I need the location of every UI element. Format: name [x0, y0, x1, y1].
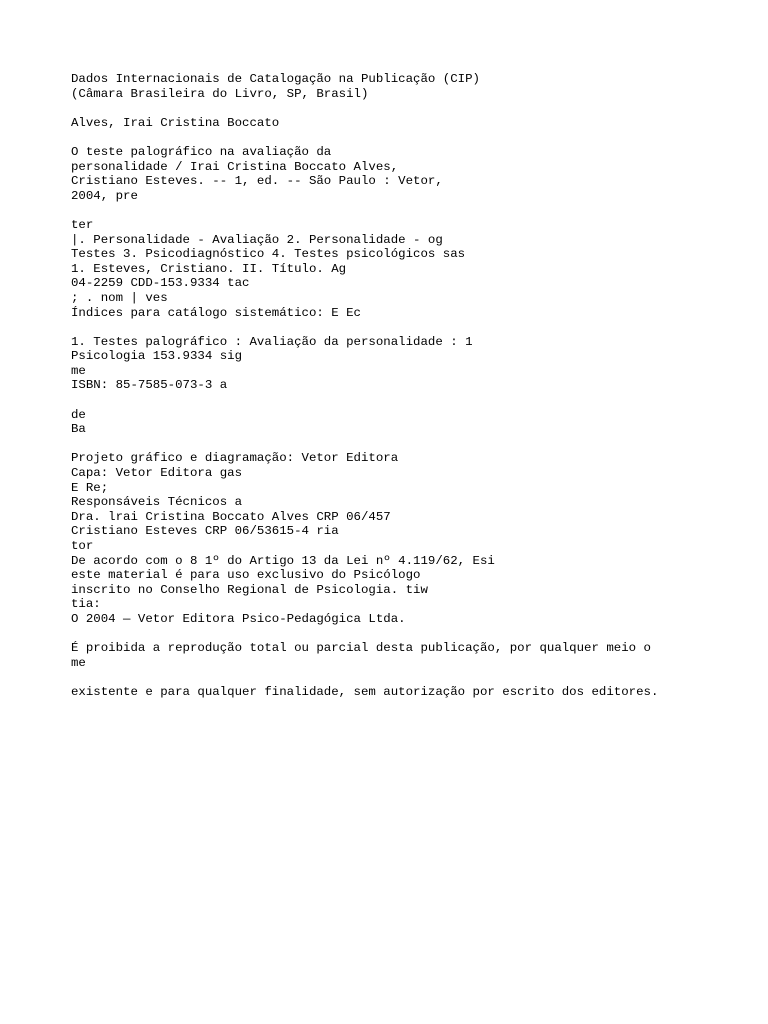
rights-notice-line: É proibida a reprodução total ou parcial desta publicação, por qualquer meio o — [71, 641, 651, 656]
fragment-block — [71, 408, 751, 437]
title-line: O teste palográfico na avaliação da — [71, 144, 332, 159]
title-line: personalidade / Irai Cristina Boccato Alves, — [71, 159, 399, 174]
credits-line: E Re; — [71, 480, 109, 495]
subjects-line: Testes 3. Psicodiagnóstico 4. Testes psicológicos sas — [71, 247, 466, 262]
credits-line: De acordo com o 8 1º do Artigo 13 da Lei nº 4.119/62, Esi — [71, 553, 495, 568]
credits-line: tor — [71, 539, 94, 553]
rights-notice-block — [71, 641, 751, 670]
index-line: me — [71, 363, 86, 378]
cip-header-line: Dados Internacionais de Catalogação na Publicação (CIP) — [71, 72, 480, 86]
rights-notice-line: me — [71, 655, 86, 670]
credits-block — [71, 451, 751, 626]
subjects-block — [71, 218, 751, 320]
title-line: Cristiano Esteves. -- 1, ed. -- São Paulo : Vetor, — [71, 174, 443, 189]
credits-line: Cristiano Esteves CRP 06/53615-4 ria — [71, 524, 339, 539]
index-line: Psicologia 153.9334 sig — [71, 349, 243, 364]
catalog-page — [71, 72, 751, 714]
index-line: 1. Testes palográfico : Avaliação da personalidade : 1 — [71, 334, 473, 349]
fragment-line: Ba — [71, 422, 86, 437]
author-name: Alves, Irai Cristina Boccato — [71, 115, 280, 130]
subjects-line: 1. Esteves, Cristiano. II. Título. Ag — [71, 261, 347, 276]
author-entry — [71, 116, 751, 131]
subjects-line: ter — [71, 217, 94, 232]
title-line: 2004, pre — [71, 188, 138, 203]
subjects-line: Índices para catálogo sistemático: E Ec — [71, 305, 361, 320]
credits-line: inscrito no Conselho Regional de Psicologia. tiw — [71, 582, 428, 597]
index-block — [71, 335, 751, 393]
fragment-line: de — [71, 407, 86, 422]
credits-line: Projeto gráfico e diagramação: Vetor Editora — [71, 451, 399, 466]
credits-line: Responsáveis Técnicos a — [71, 495, 243, 510]
title-block — [71, 145, 751, 203]
rights-notice-line: existente e para qualquer finalidade, sem autorização por escrito dos editores. — [71, 684, 659, 699]
credits-line: Dra. lrai Cristina Boccato Alves CRP 06/457 — [71, 509, 391, 524]
credits-line: Capa: Vetor Editora gas — [71, 466, 243, 481]
cip-header — [71, 72, 751, 101]
subjects-line: 04-2259 CDD-153.9334 tac — [71, 276, 250, 291]
credits-line: este material é para uso exclusivo do Psicólogo — [71, 568, 421, 583]
subjects-line: ; . nom | ves — [71, 290, 168, 305]
cip-header-line: (Câmara Brasileira do Livro, SP, Brasil) — [71, 86, 369, 101]
credits-line: tia: — [71, 597, 101, 612]
isbn-line: ISBN: 85-7585-073-3 a — [71, 378, 228, 393]
rights-notice-end — [71, 685, 751, 700]
subjects-line: |. Personalidade - Avaliação 2. Personalidade - og — [71, 232, 443, 247]
copyright-line: O 2004 — Vetor Editora Psico-Pedagógica Ltda. — [71, 611, 406, 626]
